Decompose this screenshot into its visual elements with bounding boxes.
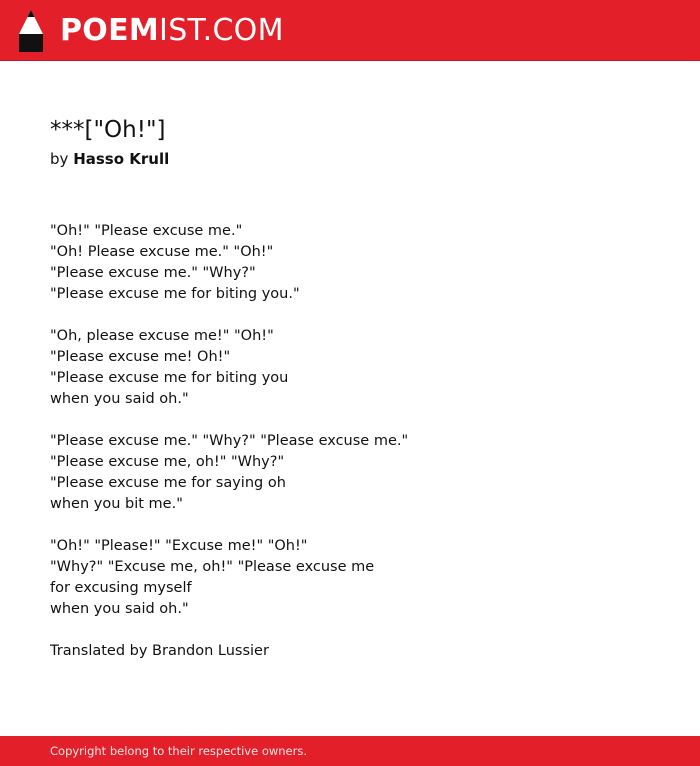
translator-credit: Translated by Brandon Lussier: [50, 643, 269, 659]
copyright-text: Copyright belong to their respective owners.: [50, 744, 308, 758]
poem-body: [50, 221, 650, 662]
poem-line: "Oh!" "Please excuse me.": [50, 223, 243, 239]
byline: [50, 149, 650, 169]
poem-line: when you said oh.": [50, 391, 189, 407]
poem-line: "Please excuse me." "Why?": [50, 265, 256, 281]
site-logo-text: [60, 8, 284, 54]
poem-line: "Oh!" "Please!" "Excuse me!" "Oh!": [50, 538, 308, 554]
poem-line: "Why?" "Excuse me, oh!" "Please excuse me: [50, 559, 375, 575]
stanza: [50, 431, 650, 515]
poem-line: "Please excuse me for biting you.": [50, 286, 300, 302]
logo-text-strong: POEM: [60, 13, 160, 48]
site-header: [0, 0, 700, 61]
poem-line: when you bit me.": [50, 496, 183, 512]
poem-line: "Please excuse me! Oh!": [50, 349, 231, 365]
poem-line: "Please excuse me for saying oh: [50, 475, 286, 491]
site-footer: [0, 736, 700, 766]
poem-content: [50, 112, 650, 662]
poem-line: when you said oh.": [50, 601, 189, 617]
by-label: by: [50, 150, 69, 168]
poem-line: "Please excuse me for biting you: [50, 370, 289, 386]
author-link[interactable]: Hasso Krull: [73, 150, 170, 168]
stanza: [50, 221, 650, 305]
poem-line: "Oh, please excuse me!" "Oh!": [50, 328, 274, 344]
poem-title: ***["Oh!"]: [50, 117, 166, 143]
stanza: [50, 536, 650, 620]
logo-text-light: IST.COM: [159, 13, 284, 48]
poem-line: "Please excuse me, oh!" "Why?": [50, 454, 285, 470]
poem-line: "Please excuse me." "Why?" "Please excuse me.": [50, 433, 409, 449]
poem-line: "Oh! Please excuse me." "Oh!": [50, 244, 274, 260]
stanza: [50, 326, 650, 410]
poem-line: for excusing myself: [50, 580, 192, 596]
pencil-icon: [16, 8, 46, 54]
site-logo-link[interactable]: [16, 8, 284, 54]
